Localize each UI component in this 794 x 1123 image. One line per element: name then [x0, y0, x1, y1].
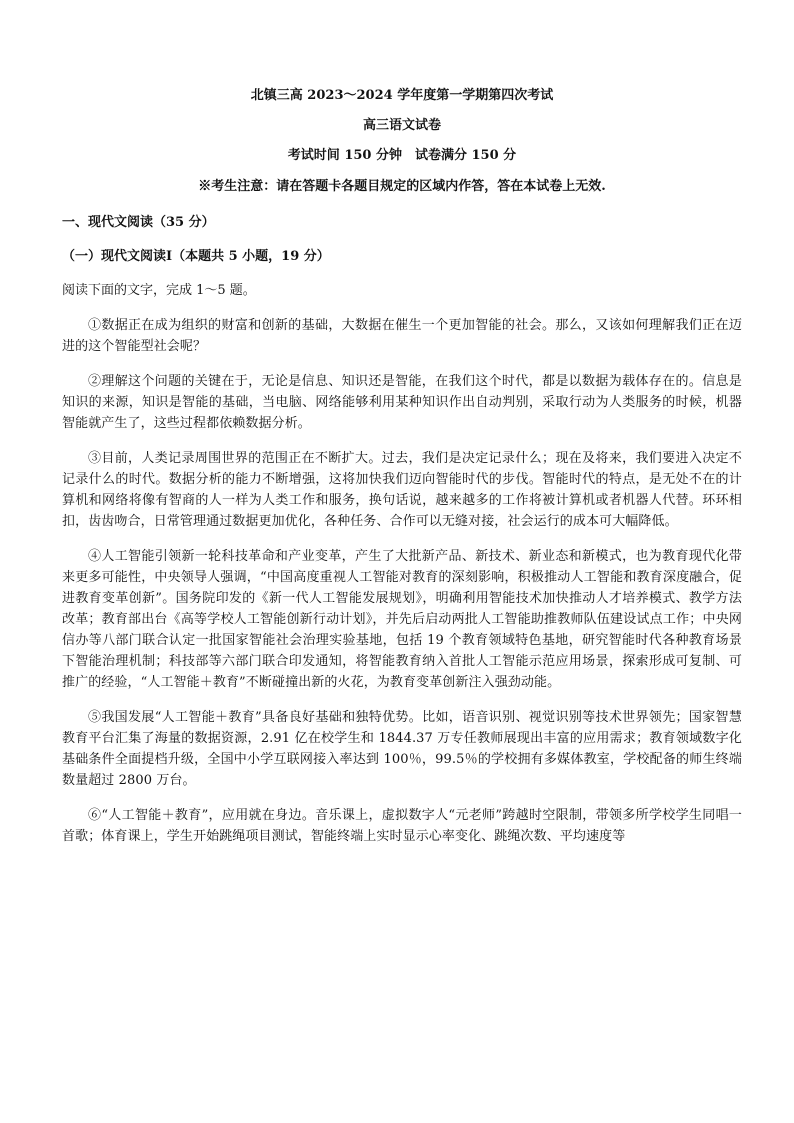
exam-title: 北镇三高 2023～2024 学年度第一学期第四次考试 [250, 88, 554, 103]
reading-instruction: 阅读下面的文字，完成 1～5 题。 [62, 283, 256, 298]
paragraph-6: ⑥“人工智能＋教育”，应用就在身边。音乐课上，虚拟数字人“元老师”跨越时空限制，带领多所学校学生同唱一首歌；体育课上，学生开始跳绳项目测试，智能终端上实时显示心率变化、跳绳次数、平均速度等 [62, 808, 742, 844]
paragraph-2: ②理解这个问题的关键在于，无论是信息、知识还是智能，在我们这个时代，都是以数据为载体存在的。信息是知识的来源，知识是智能的基础，当电脑、网络能够利用某种知识作出自动判别，采取行动为人类服务的时候，机器智能就产生了，这些过程都依赖数据分析。 [62, 374, 742, 431]
section-subheading: （一）现代文阅读Ⅰ（本题共 5 小题，19 分） [62, 249, 330, 264]
section-heading: 一、现代文阅读（35 分） [62, 215, 215, 230]
exam-page [62, 88, 742, 860]
exam-notice: ※考生注意：请在答题卡各题目规定的区域内作答，答在本试卷上无效. [198, 179, 606, 194]
paragraph-4: ④人工智能引领新一轮科技革命和产业变革，产生了大批新产品、新技术、新业态和新模式，也为教育现代化带来更多可能性，中央领导人强调，“中国高度重视人工智能对教育的深刻影响，积极推动人工智能和教育深度融合，促进教育变革创新”。国务院印发的《新一代人工智能发展规划》，明确利用智能技术加快推动人才培养模式、教学方法改革；教育部出台《高等学校人工智能创新行动计划》，并先后启动两批人工智能助推教师队伍建设试点工作；中央网信办等八部门联合认定一批国家智能社会治理实验基地，包括 19 个教育领域特色基地，研究智能时代各种教育场景下智能治理机制；科技部等六部门联合印发通知，将智能教育纳入首批人工智能示范应用场景，探索形成可复制、可推广的经验，“人工智能＋教育”不断碰撞出新的火花，为教育变革创新注入强劲动能。 [62, 549, 742, 690]
exam-subtitle: 高三语文试卷 [362, 118, 441, 133]
paragraph-5: ⑤我国发展“人工智能＋教育”具备良好基础和独特优势。比如，语音识别、视觉识别等技术世界领先；国家智慧教育平台汇集了海量的数据资源，2.91 亿在校学生和 1844.37 万专任教师展现出丰富的应用需求；教育领域数字化基础条件全面提档升级，全国中小学互联网接入率达到 100％，99.5％的学校拥有多媒体教室，学校配备的师生终端数量超过 2800 万台。 [62, 710, 742, 788]
exam-info: 考试时间 150 分钟 试卷满分 150 分 [287, 148, 517, 163]
paragraph-1: ①数据正在成为组织的财富和创新的基础，大数据在催生一个更加智能的社会。那么，又该如何理解我们正在迈进的这个智能型社会呢？ [62, 318, 742, 354]
paragraph-3: ③目前，人类记录周围世界的范围正在不断扩大。过去，我们是决定记录什么；现在及将来，我们要进入决定不记录什么的时代。数据分析的能力不断增强，这将加快我们迈向智能时代的步伐。智能时代的特点，是无处不在的计算机和网络将像有智商的人一样为人类工作和服务，换句话说，越来越多的工作将被计算机或者机器人代替。环环相扣，齿齿吻合，日常管理通过数据更加优化，各种任务、合作可以无缝对接，社会运行的成本可大幅降低。 [62, 451, 742, 529]
